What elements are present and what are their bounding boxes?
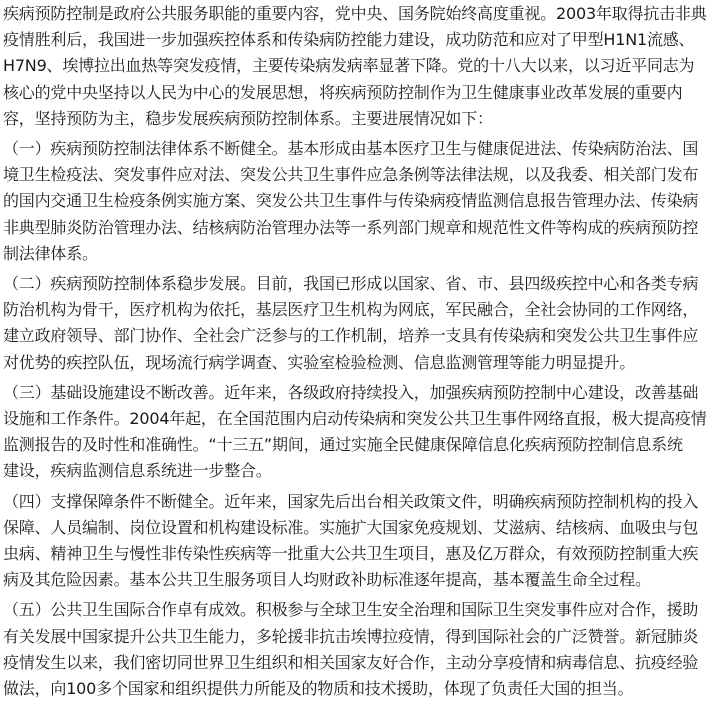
text-line: 疫情胜利后，我国进一步加强疾控体系和传染病防控能力建设，成功防范和应对了甲型H1N1流感、 xyxy=(3,30,695,50)
text-line: （一）疾病预防控制法律体系不断健全。基本形成由基本医疗卫生与健康促进法、传染病防治法、国 xyxy=(3,139,699,159)
text-line: 疾病预防控制是政府公共服务职能的重要内容，党中央、国务院始终高度重视。2003年取得抗击非典 xyxy=(3,4,707,23)
text-line: 有关发展中国家提升公共卫生能力，多轮援非抗击埃博拉疫情，得到国际社会的广泛赞誉。新冠肺炎 xyxy=(3,626,699,646)
text-line: H7N9、埃博拉出血热等突发疫情，主要传染病发病率显著下降。党的十八大以来，以习近平同志为 xyxy=(3,56,695,76)
text-line: 保障、人员编制、岗位设置和机构建设标准。实施扩大国家免疫规划、艾滋病、结核病、血吸虫与包 xyxy=(3,517,699,537)
text-line: 建设，疾病监测信息系统进一步整合。 xyxy=(3,461,272,481)
text-line: 虫病、精神卫生与慢性非传染性疾病等一批重大公共卫生项目，惠及亿万群众，有效预防控制重大疾 xyxy=(3,544,699,564)
text-line: 制法律体系。 xyxy=(3,243,98,263)
text-line: （三）基础设施建设不断改善。近年来，各级政府持续投入，加强疾病预防控制中心建设，改善基础 xyxy=(3,382,699,402)
text-line: （五）公共卫生国际合作卓有成效。积极参与全球卫生安全治理和国际卫生突发事件应对合作，援助 xyxy=(3,600,699,620)
paragraph xyxy=(3,597,710,702)
text-line: 病及其危险因素。基本公共卫生服务项目人均财政补助标准逐年提高，基本覆盖生命全过程。 xyxy=(3,570,651,590)
text-line: 境卫生检疫法、突发事件应对法、突发公共卫生事件应急条例等法律法规，以及我委、相关部门发布 xyxy=(3,165,699,185)
text-line: 的国内交通卫生检疫条例实施方案、突发公共卫生事件与传染病疫情监测信息报告管理办法、传染病 xyxy=(3,191,699,211)
paragraph xyxy=(3,271,710,376)
paragraph xyxy=(3,136,710,267)
paragraph xyxy=(3,489,710,594)
text-line: （二）疾病预防控制体系稳步发展。目前，我国已形成以国家、省、市、县四级疾控中心和各类专病 xyxy=(3,274,699,294)
text-line: （四）支撑保障条件不断健全。近年来，国家先后出台相关政策文件，明确疾病预防控制机构的投入 xyxy=(3,491,699,511)
text-line: 设施和工作条件。2004年起，在全国范围内启动传染病和突发公共卫生事件网络直报，极大提高疫情 xyxy=(3,409,707,429)
text-line: 非典型肺炎防治管理办法、结核病防治管理办法等一系列部门规章和规范性文件等构成的疾病预防控 xyxy=(3,217,699,237)
text-line: 核心的党中央坚持以人民为中心的发展思想，将疾病预防控制作为卫生健康事业改革发展的重要内 xyxy=(3,82,683,102)
text-line: 做法，向100多个国家和组织提供力所能及的物质和技术援助，体现了负责任大国的担当。 xyxy=(3,679,634,699)
text-line: 监测报告的及时性和准确性。“十三五”期间，通过实施全民健康保障信息化疾病预防控制信息系统 xyxy=(3,435,683,455)
text-line: 建立政府领导、部门协作、全社会广泛参与的工作机制，培养一支具有传染病和突发公共卫生事件应 xyxy=(3,326,699,346)
text-line: 疫情发生以来，我们密切同世界卫生组织和相关国家友好合作，主动分享疫情和病毒信息、抗疫经验 xyxy=(3,652,699,672)
text-line: 容，坚持预防为主，稳步发展疾病预防控制体系。主要进展情况如下： xyxy=(3,108,493,128)
text-line: 防治机构为骨干，医疗机构为依托，基层医疗卫生机构为网底，军民融合，全社会协同的工作网络， xyxy=(3,300,699,320)
paragraph xyxy=(3,1,710,132)
paragraph xyxy=(3,380,710,485)
text-line: 对优势的疾控队伍，现场流行病学调查、实验室检验检测、信息监测管理等能力明显提升。 xyxy=(3,352,636,372)
